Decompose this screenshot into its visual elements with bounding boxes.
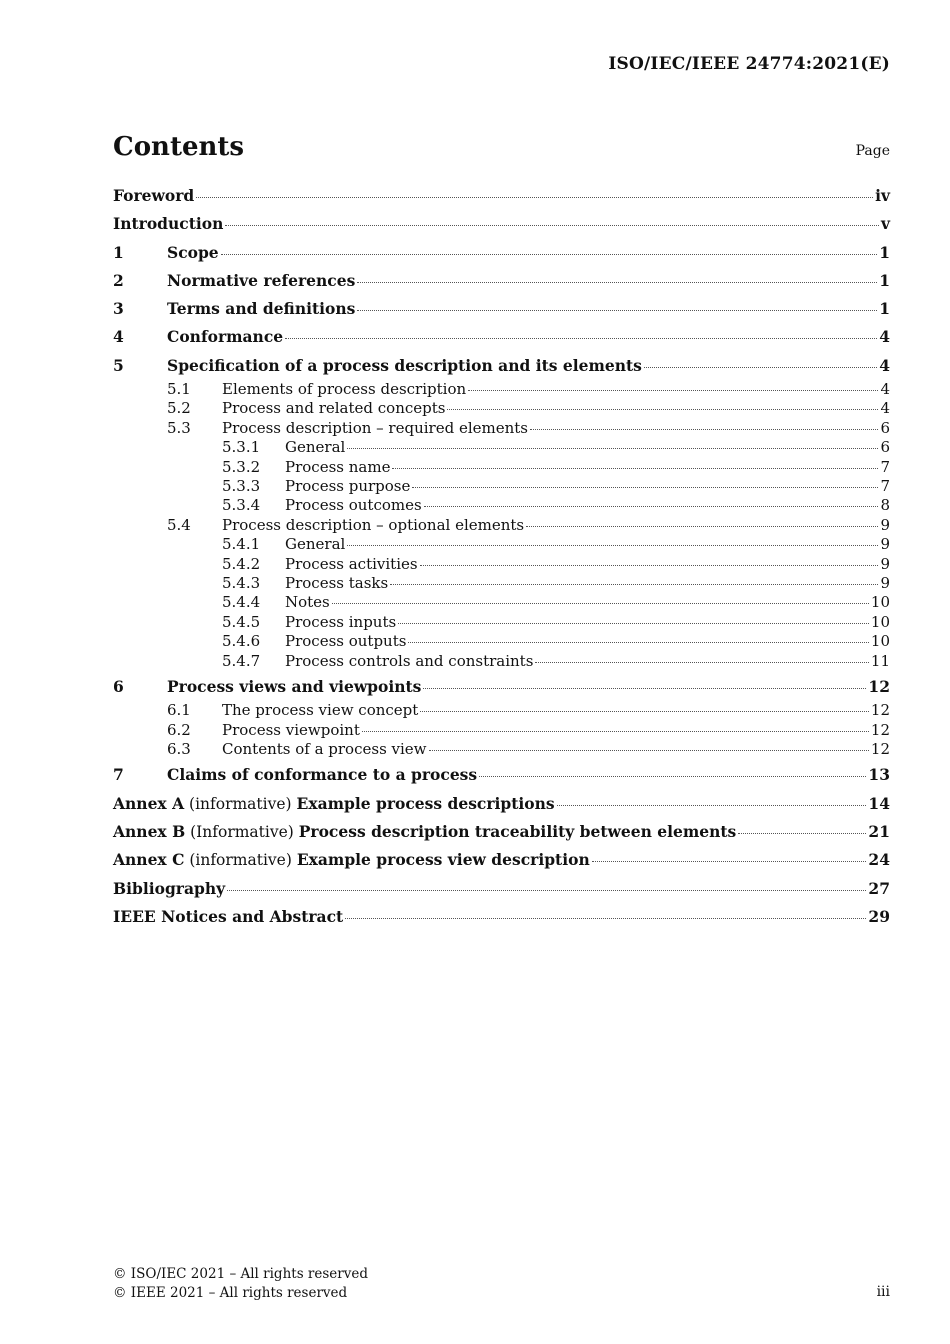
toc-entry-title: Process outputs	[285, 632, 407, 651]
toc-entry-page: 13	[868, 765, 890, 785]
toc-entry-number: 7	[113, 765, 124, 785]
toc-dot-leader	[644, 367, 877, 368]
toc-entry-page: 1	[879, 299, 890, 319]
toc-entry-title: Specification of a process description and its elements	[167, 355, 642, 375]
toc-entry[interactable]	[113, 419, 890, 438]
toc-entry-title: Notes	[285, 593, 330, 612]
toc-entry-page: 7	[880, 457, 890, 476]
toc-entry-title: Foreword	[113, 186, 195, 205]
toc-dot-leader	[357, 310, 877, 311]
toc-entry[interactable]	[113, 516, 890, 535]
toc-entry[interactable]	[113, 673, 890, 701]
annex-title-tail: Example process view description	[296, 850, 590, 870]
toc-dot-leader	[332, 603, 869, 604]
toc-entry[interactable]	[113, 740, 890, 759]
toc-entry[interactable]	[113, 574, 890, 593]
toc-entry-title: Process tasks	[285, 573, 389, 592]
toc-entry-number: 5.4	[167, 515, 191, 534]
toc-entry[interactable]	[113, 182, 890, 210]
toc-dot-leader	[479, 776, 866, 777]
toc-entry-page: 9	[880, 515, 890, 534]
toc-entry-title	[113, 818, 736, 846]
toc-entry[interactable]	[113, 438, 890, 457]
toc-entry-number: 5.2	[167, 399, 191, 418]
toc-entry-number: 5.4.7	[222, 651, 261, 670]
toc-dot-leader	[412, 487, 878, 488]
toc-entry[interactable]	[113, 903, 890, 931]
toc-dot-leader	[221, 254, 878, 255]
annex-title-lead: Annex C	[113, 850, 185, 870]
toc-entry[interactable]	[113, 380, 890, 399]
toc-dot-leader	[420, 565, 879, 566]
toc-entry-number: 5.3.4	[222, 496, 261, 515]
toc-entry-page: 21	[868, 822, 890, 841]
toc-entry[interactable]	[113, 632, 890, 651]
page-number: iii	[876, 1284, 890, 1300]
toc-entry[interactable]	[113, 352, 890, 380]
toc-entry-page: 4	[880, 399, 890, 418]
toc-entry-title	[113, 846, 590, 874]
toc-entry-title: Conformance	[167, 327, 284, 347]
toc-dot-leader	[398, 623, 869, 624]
toc-entry-title: Introduction	[113, 214, 224, 234]
toc-entry-title: The process view concept	[222, 701, 419, 720]
annex-title-lead: Annex B	[113, 822, 186, 841]
annex-title-mid: (Informative)	[185, 823, 299, 841]
toc-entry-title: Normative references	[167, 270, 356, 290]
toc-entry-number: 6.2	[167, 720, 191, 739]
toc-entry-title: Terms and definitions	[167, 299, 356, 319]
toc-entry-number: 1	[113, 242, 124, 262]
toc-entry-title: IEEE Notices and Abstract	[113, 906, 344, 926]
toc-dot-leader	[738, 833, 866, 834]
toc-entry[interactable]	[113, 295, 890, 323]
toc-entry-number: 5.3.3	[222, 477, 261, 496]
toc-dot-leader	[429, 750, 869, 751]
toc-dot-leader	[526, 526, 878, 527]
toc-entry-page: iv	[875, 186, 890, 205]
toc-entry-title: Process activities	[285, 554, 418, 573]
toc-entry-title: Process description – optional elements	[222, 515, 525, 534]
toc-entry-number: 5.3.2	[222, 457, 261, 476]
toc-entry-page: 14	[868, 793, 890, 813]
toc-entry-number: 5.4.2	[222, 554, 261, 573]
copyright-iso: © ISO/IEC 2021 – All rights reserved	[113, 1266, 368, 1282]
page-column-label: Page	[855, 143, 890, 159]
toc-entry[interactable]	[113, 210, 890, 238]
toc-dot-leader	[362, 731, 869, 732]
toc-entry-number: 6.3	[167, 740, 191, 759]
toc-entry[interactable]	[113, 790, 890, 818]
toc-dot-leader	[227, 890, 866, 891]
toc-entry-title: Process viewpoint	[222, 720, 360, 739]
toc-entry[interactable]	[113, 846, 890, 874]
toc-dot-leader	[285, 338, 877, 339]
toc-entry-page: 12	[870, 701, 890, 720]
toc-entry-page: v	[880, 214, 890, 234]
toc-entry-page: 24	[868, 850, 890, 870]
toc-entry-page: 12	[870, 720, 890, 739]
toc-entry-title: Claims of conformance to a process	[167, 765, 478, 785]
toc-dot-leader	[468, 390, 878, 391]
toc-dot-leader	[420, 711, 869, 712]
toc-dot-leader	[196, 197, 873, 198]
toc-entry[interactable]	[113, 721, 890, 740]
toc-entry-title: Process controls and constraints	[285, 651, 534, 670]
toc-entry-title: General	[285, 535, 346, 554]
toc-dot-leader	[345, 918, 866, 919]
toc-entry[interactable]	[113, 593, 890, 612]
toc-entry-number: 5	[113, 355, 124, 375]
toc-entry-title: Process inputs	[285, 612, 397, 631]
copyright-ieee: © IEEE 2021 – All rights reserved	[113, 1285, 348, 1301]
document-id: ISO/IEC/IEEE 24774:2021(E)	[608, 54, 890, 74]
toc-entry-page: 11	[870, 651, 890, 670]
toc-entry-page: 12	[870, 740, 890, 759]
toc-dot-leader	[423, 688, 866, 689]
toc-dot-leader	[347, 448, 878, 449]
table-of-contents	[113, 182, 890, 931]
toc-entry-title: Process purpose	[285, 477, 411, 496]
toc-entry[interactable]	[113, 496, 890, 515]
toc-dot-leader	[347, 545, 878, 546]
toc-entry-number: 3	[113, 299, 124, 319]
toc-dot-leader	[408, 642, 868, 643]
toc-entry-page: 8	[880, 496, 890, 515]
toc-entry-number: 2	[113, 270, 124, 290]
annex-title-mid: (informative)	[184, 851, 297, 870]
annex-title-tail: Process description traceability between elements	[298, 822, 737, 841]
toc-entry-title: Bibliography	[113, 878, 226, 898]
toc-entry-page: 10	[870, 593, 890, 612]
toc-entry-number: 6.1	[167, 701, 191, 720]
toc-dot-leader	[530, 429, 878, 430]
toc-entry-number: 6	[113, 676, 124, 696]
annex-title-lead: Annex A	[113, 793, 185, 813]
toc-entry-number: 5.4.1	[222, 535, 261, 554]
toc-entry[interactable]	[113, 477, 890, 496]
toc-entry-title: Process views and viewpoints	[167, 676, 422, 696]
toc-entry[interactable]	[113, 701, 890, 720]
toc-entry-title: Elements of process description	[222, 380, 467, 399]
toc-entry-title: Process outcomes	[285, 496, 422, 515]
toc-entry-title: Scope	[167, 242, 219, 262]
toc-entry-number: 4	[113, 327, 124, 347]
toc-entry[interactable]	[113, 555, 890, 574]
toc-entry-number: 5.4.6	[222, 632, 261, 651]
toc-entry-title	[113, 790, 555, 818]
toc-entry[interactable]	[113, 323, 890, 351]
toc-entry-title: Process name	[285, 457, 391, 476]
toc-dot-leader	[535, 662, 868, 663]
toc-entry-page: 9	[880, 535, 890, 554]
toc-entry-page: 4	[879, 355, 890, 375]
toc-entry[interactable]	[113, 267, 890, 295]
toc-dot-leader	[557, 805, 867, 806]
toc-entry-number: 5.3.1	[222, 438, 261, 457]
toc-entry-number: 5.4.3	[222, 573, 261, 592]
toc-entry[interactable]	[113, 761, 890, 789]
toc-entry[interactable]	[113, 652, 890, 671]
toc-dot-leader	[357, 282, 877, 283]
annex-title-mid: (informative)	[184, 794, 297, 813]
toc-entry-page: 10	[870, 632, 890, 651]
toc-entry-title: Process description – required elements	[222, 418, 528, 437]
toc-entry[interactable]	[113, 613, 890, 632]
toc-entry-number: 5.4.4	[222, 593, 261, 612]
toc-entry-page: 9	[880, 573, 890, 592]
toc-entry-number: 5.4.5	[222, 612, 261, 631]
toc-entry-page: 1	[879, 242, 890, 262]
toc-entry[interactable]	[113, 458, 890, 477]
toc-entry-page: 6	[880, 438, 890, 457]
toc-entry[interactable]	[113, 535, 890, 554]
toc-entry-page: 10	[870, 612, 890, 631]
toc-entry-page: 9	[880, 554, 890, 573]
toc-entry-number: 5.3	[167, 418, 191, 437]
toc-dot-leader	[390, 584, 878, 585]
toc-dot-leader	[225, 225, 879, 226]
toc-entry-title: Contents of a process view	[222, 740, 427, 759]
toc-entry-page: 1	[879, 270, 890, 290]
toc-entry-title: Process and related concepts	[222, 399, 446, 418]
toc-entry[interactable]	[113, 399, 890, 418]
annex-title-tail: Example process descriptions	[296, 793, 555, 813]
toc-entry-page: 27	[868, 878, 890, 898]
toc-entry-page: 7	[880, 477, 890, 496]
toc-dot-leader	[592, 861, 867, 862]
toc-entry-number: 5.1	[167, 380, 191, 399]
footer-copyright	[113, 1265, 368, 1303]
toc-entry-title: General	[285, 438, 346, 457]
toc-dot-leader	[392, 468, 878, 469]
toc-entry[interactable]	[113, 875, 890, 903]
toc-dot-leader	[447, 409, 878, 410]
toc-entry-page: 6	[880, 418, 890, 437]
toc-dot-leader	[424, 506, 879, 507]
toc-entry[interactable]	[113, 818, 890, 846]
toc-entry-page: 12	[868, 676, 890, 696]
toc-entry[interactable]	[113, 239, 890, 267]
contents-heading: Contents	[113, 132, 245, 162]
toc-entry-page: 29	[868, 906, 890, 926]
toc-entry-page: 4	[879, 327, 890, 347]
toc-entry-page: 4	[880, 380, 890, 399]
